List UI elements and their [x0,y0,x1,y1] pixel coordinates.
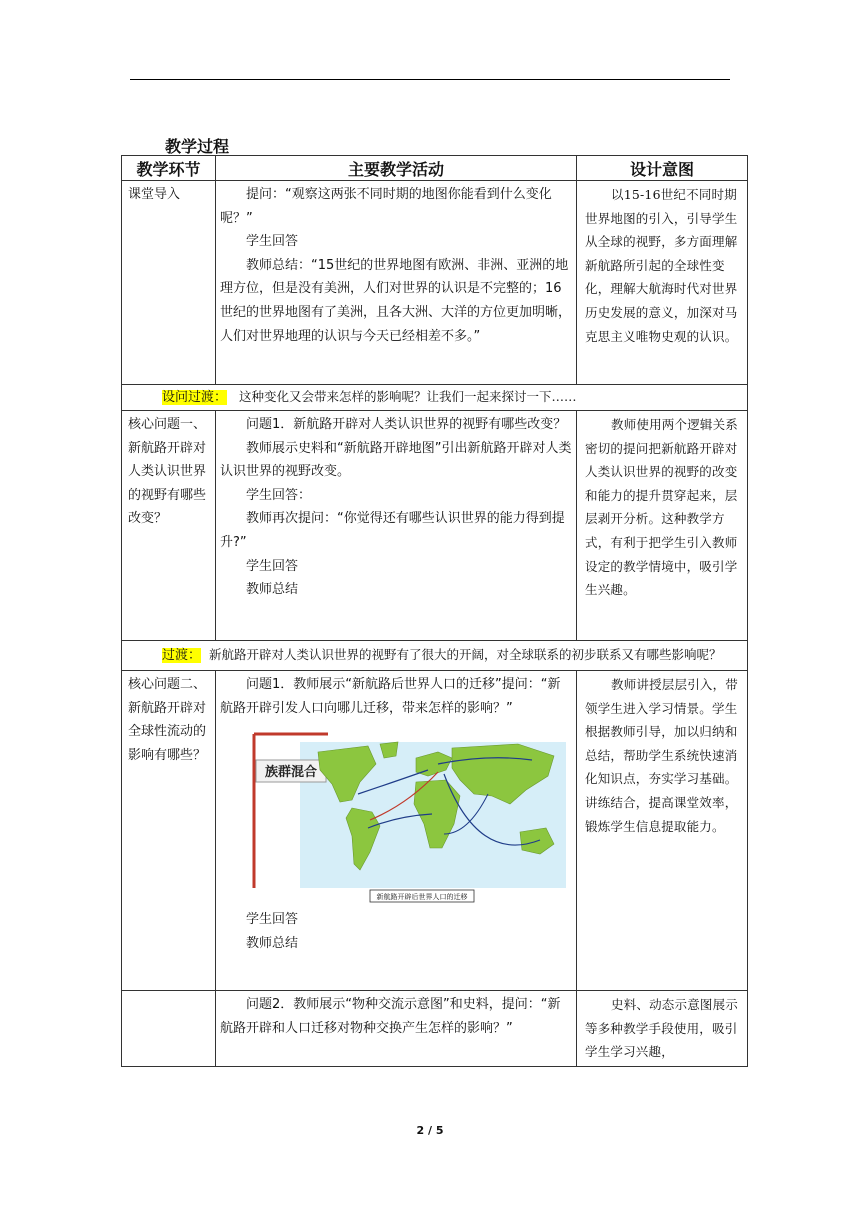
transition-text [122,385,747,410]
migration-map-image [248,724,568,904]
activity-text: 问题1．新航路开辟对人类认识世界的视野有哪些改变？ [246,417,567,432]
activity-cell [216,671,576,957]
intent-cell: 教师使用两个逻辑关系密切的提问把新航路开辟对人类认识世界的视野的改变和能力的提升贯穿起来，层层剥开分析。这种教学方式，有利于把学生引入教师设定的教学情境中，吸引学生兴趣。 [585,417,739,598]
world-map-svg [248,724,568,904]
activity-text: 学生回答： [246,487,312,503]
stage-cell: 核心问题二、新航路开辟对全球性流动的影响有哪些？ [128,677,207,763]
table-row [122,991,748,1067]
map-caption: 新航路开辟后世界人口的迁移 [376,893,468,902]
transition-text [122,641,747,670]
table-row [122,411,748,641]
activity-text: 提问：“观察这两张不同时期的地图你能看到什么变化呢？” [220,187,552,226]
lesson-plan-table [121,155,748,1067]
intent-cell: 史料、动态示意图展示等多种教学手段使用，吸引学生学习兴趣， [585,997,739,1060]
section-title: 教学过程 [165,137,230,156]
header-activity: 主要教学活动 [216,156,577,181]
table-row [122,181,748,385]
activity-text: 教师总结：“15世纪的世界地图有欧洲、非洲、亚洲的地理方位，但是没有美洲，人们对世界的认识是不完整的；16世纪的世界地图有了美洲，且各大洲、大洋的方位更加明晰，人们对世界地理的认识与今天已经相差不多。” [220,257,572,344]
activity-text: 学生回答 [246,234,299,250]
header-rule [130,79,730,80]
transition-body: 这种变化又会带来怎样的影响呢？让我们一起来探讨一下…… [238,389,577,404]
activity-cell [216,181,576,350]
activity-cell [216,411,576,604]
transition-body: 新航路开辟对人类认识世界的视野有了很大的开阔，对全球联系的初步联系又有哪些影响呢？ [208,647,722,662]
transition-label: 设问过渡： [162,390,228,405]
table-header-row [122,156,748,181]
activity-text: 问题1．教师展示“新航路后世界人口的迁移”提问：“新航路开辟引发人口向哪儿迁移，带来怎样的影响？” [220,677,561,716]
table-row [122,671,748,991]
activity-text: 教师总结 [246,935,299,951]
activity-text: 学生回答 [246,558,299,574]
stage-cell: 课堂导入 [128,187,181,202]
intent-cell: 以15-16世纪不同时期世界地图的引入，引导学生从全球的视野，多方面理解新航路所引起的全球性变化，理解大航海时代对世界历史发展的意义，加深对马克思主义唯物史观的认识。 [585,187,738,344]
map-banner-text: 族群混合 [264,765,318,781]
activity-text: 教师展示史料和“新航路开辟地图”引出新航路开辟对人类认识世界的视野改变。 [220,440,572,480]
activity-cell [216,991,576,1042]
transition-row [122,641,748,671]
stage-cell: 核心问题一、新航路开辟对人类认识世界的视野有哪些改变？ [128,417,207,527]
page-number: 2 / 5 [416,1124,444,1137]
activity-text: 教师再次提问：“你觉得还有哪些认识世界的能力得到提升?” [220,511,565,550]
header-stage: 教学环节 [122,156,216,181]
transition-row [122,385,748,411]
activity-text: 学生回答 [246,912,299,928]
transition-label: 过渡： [162,648,202,663]
header-intent: 设计意图 [577,156,748,181]
activity-text: 问题2．教师展示“物种交流示意图”和史料，提问：“新航路开辟和人口迁移对物种交换产生怎样的影响？” [220,997,561,1036]
activity-text: 教师总结 [246,582,299,598]
intent-cell: 教师讲授层层引入，带领学生进入学习情景。学生根据教师引导，加以归纳和总结，帮助学生系统快速消化知识点，夯实学习基础。讲练结合，提高课堂效率，锻炼学生信息提取能力。 [585,677,739,834]
